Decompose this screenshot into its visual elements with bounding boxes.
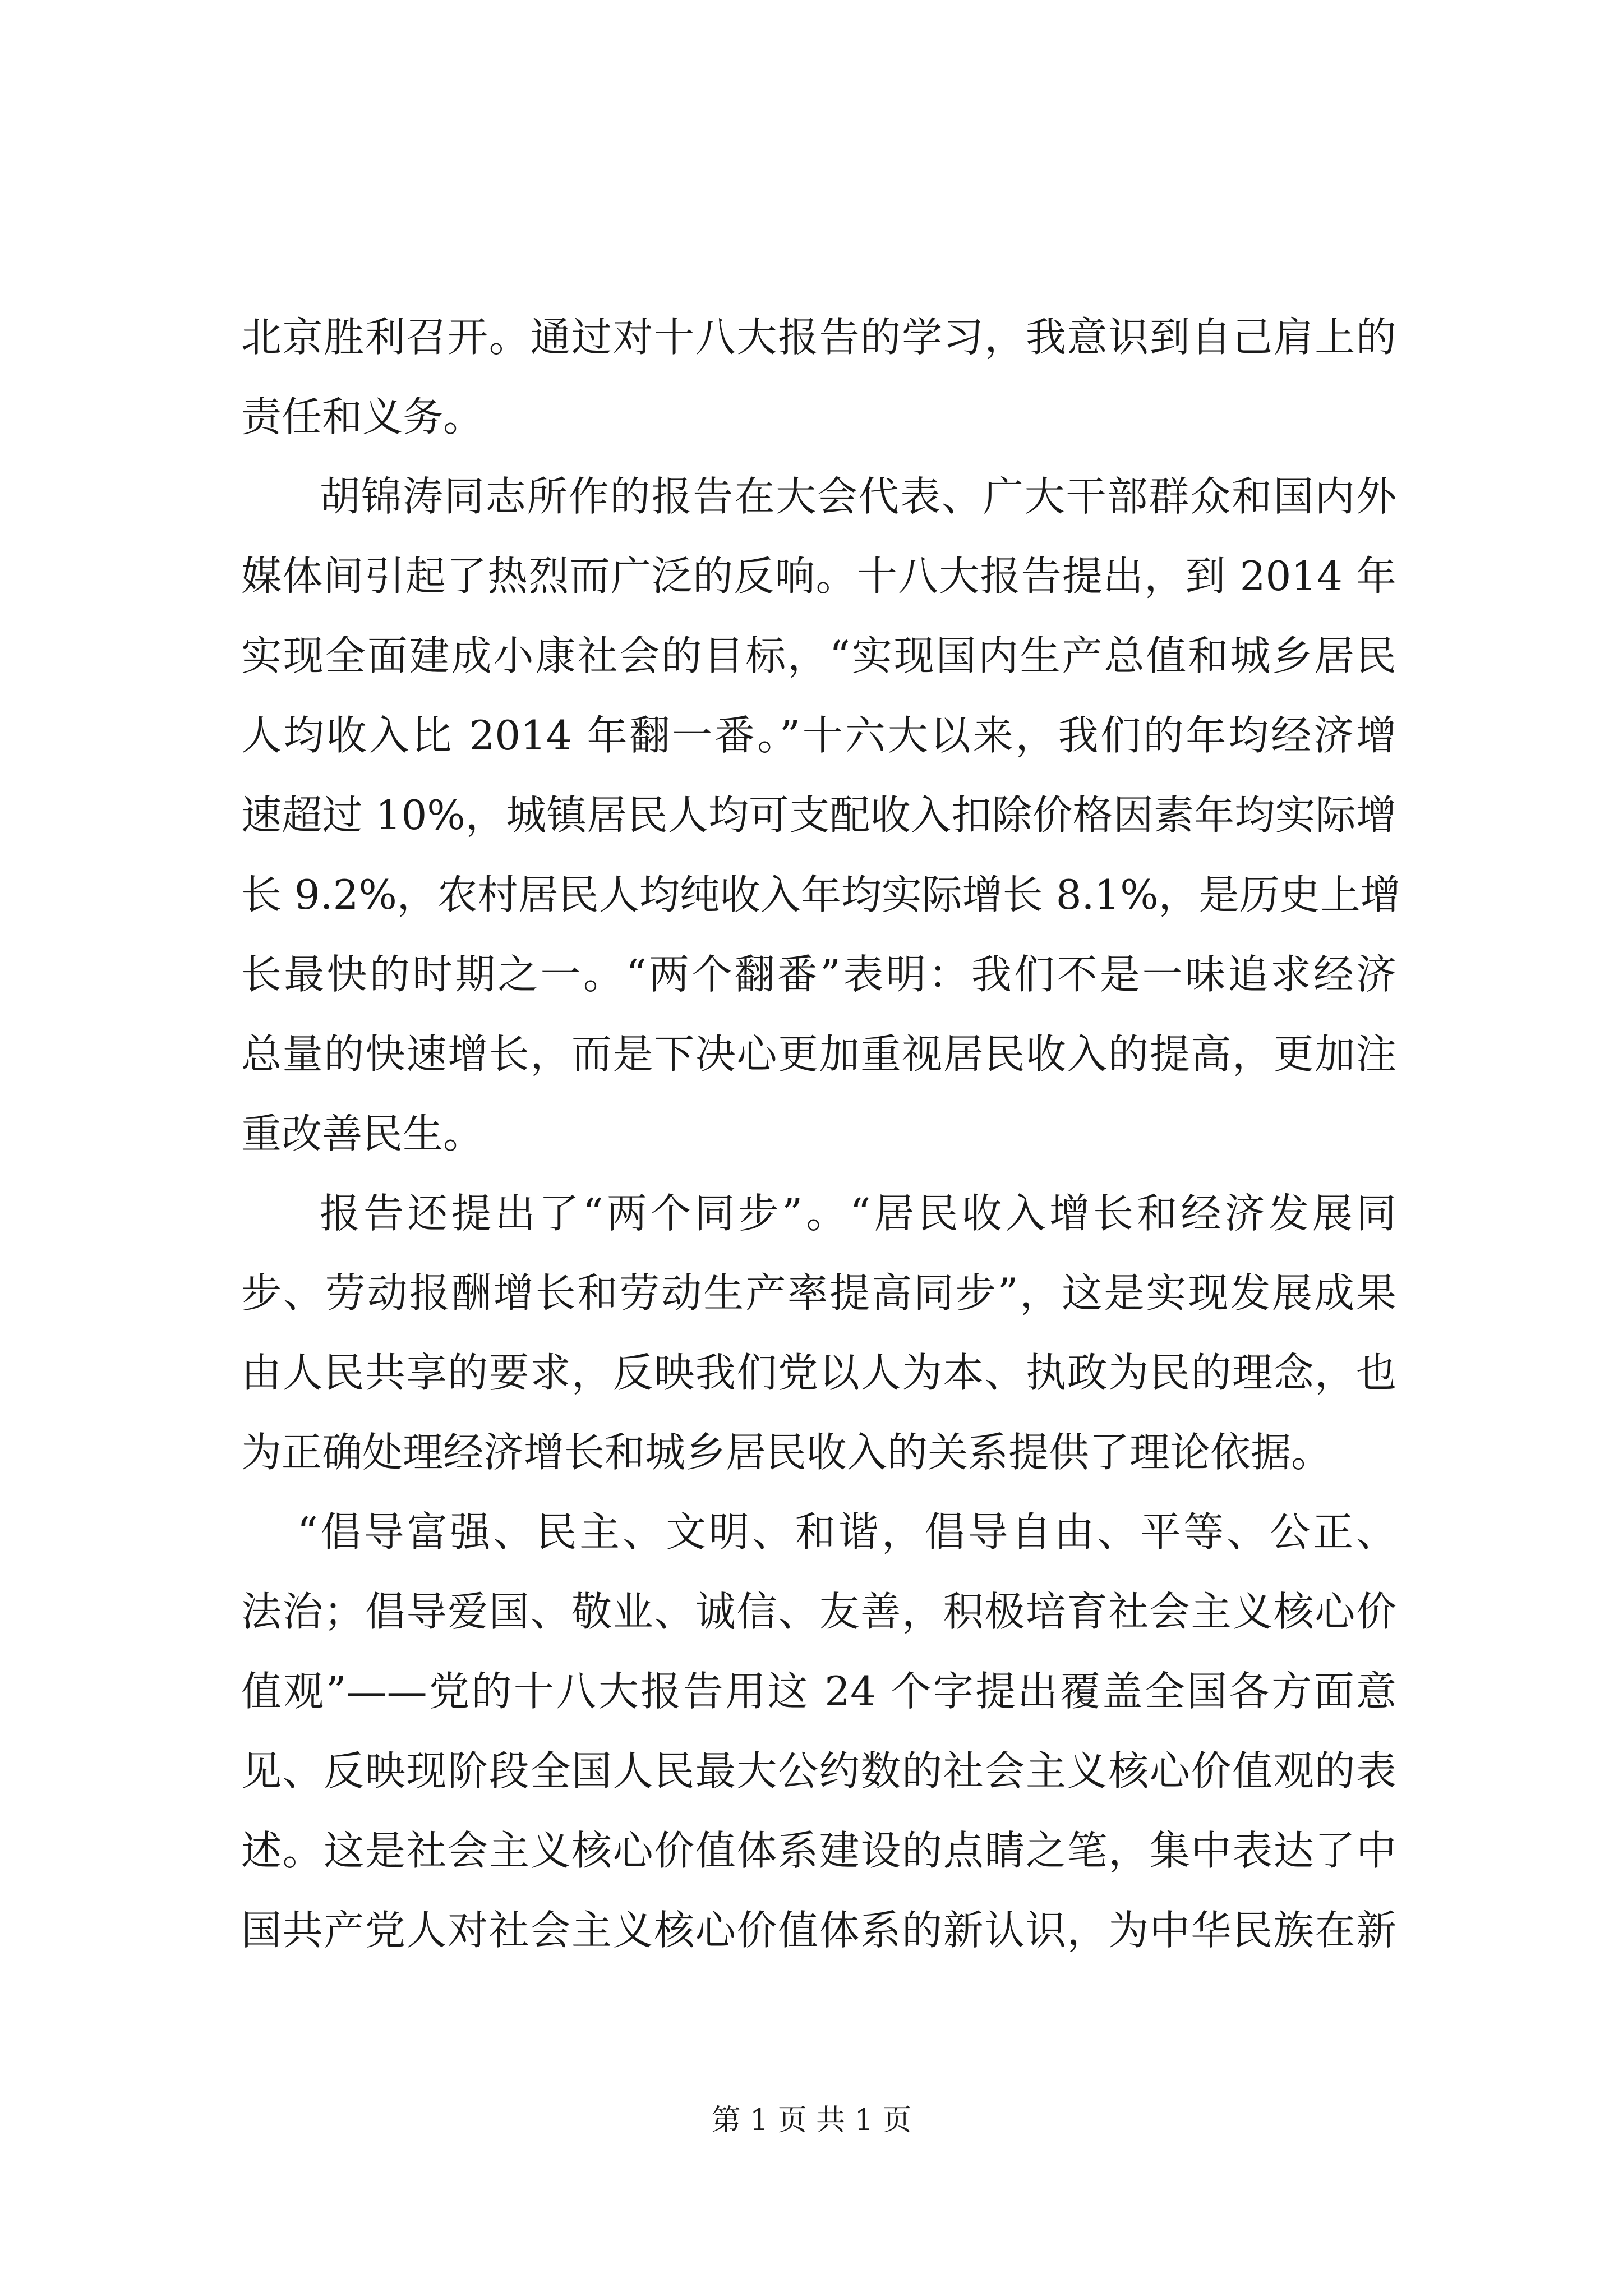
text-line: 步、劳动报酬增长和劳动生产率提高同步”，这是实现发展成果 bbox=[241, 1269, 1396, 1317]
text-line: 总量的快速增长，而是下决心更加重视居民收入的提高，更加注 bbox=[241, 1030, 1396, 1078]
text-line: 为正确处理经济增长和城乡居民收入的关系提供了理论依据。 bbox=[241, 1429, 1332, 1476]
page-footer bbox=[0, 2101, 1623, 2140]
text-line: 述。这是社会主义核心价值体系建设的点睛之笔，集中表达了中 bbox=[241, 1827, 1396, 1874]
text-line: 北京胜利召开。通过对十八大报告的学习，我意识到自己肩上的 bbox=[241, 314, 1396, 361]
text-line: 国共产党人对社会主义核心价值体系的新认识，为中华民族在新 bbox=[241, 1907, 1396, 1954]
text-line: 实现全面建成小康社会的目标，“实现国内生产总值和城乡居民 bbox=[241, 632, 1396, 679]
text-line: 胡锦涛同志所作的报告在大会代表、广大干部群众和国内外 bbox=[320, 473, 1396, 520]
text-line: 见、反映现阶段全国人民最大公约数的社会主义核心价值观的表 bbox=[241, 1747, 1396, 1795]
text-line: 速超过 10%，城镇居民人均可支配收入扣除价格因素年均实际增 bbox=[241, 792, 1396, 839]
text-line: 由人民共享的要求，反映我们党以人为本、执政为民的理念，也 bbox=[241, 1349, 1396, 1396]
page-number-label: 第 1 页 共 1 页 bbox=[711, 2104, 912, 2137]
text-line: 法治；倡导爱国、敬业、诚信、友善，积极培育社会主义核心价 bbox=[241, 1588, 1396, 1635]
text-line: “倡导富强、民主、文明、和谐，倡导自由、平等、公正、 bbox=[297, 1508, 1396, 1556]
text-line: 长 9.2%，农村居民人均纯收入年均实际增长 8.1%，是历史上增 bbox=[241, 871, 1401, 918]
text-line: 责任和义务。 bbox=[241, 393, 484, 440]
text-line: 人均收入比 2014 年翻一番。”十六大以来，我们的年均经济增 bbox=[241, 712, 1396, 759]
text-line: 重改善民生。 bbox=[241, 1110, 484, 1157]
text-line: 长最快的时期之一。“两个翻番”表明：我们不是一味追求经济 bbox=[241, 951, 1396, 998]
text-line: 值观”——党的十八大报告用这 24 个字提出覆盖全国各方面意 bbox=[241, 1668, 1396, 1715]
text-line: 媒体间引起了热烈而广泛的反响。十八大报告提出，到 2014 年 bbox=[241, 553, 1396, 600]
text-line: 报告还提出了“两个同步”。“居民收入增长和经济发展同 bbox=[320, 1190, 1396, 1237]
document-body bbox=[241, 297, 1401, 1970]
